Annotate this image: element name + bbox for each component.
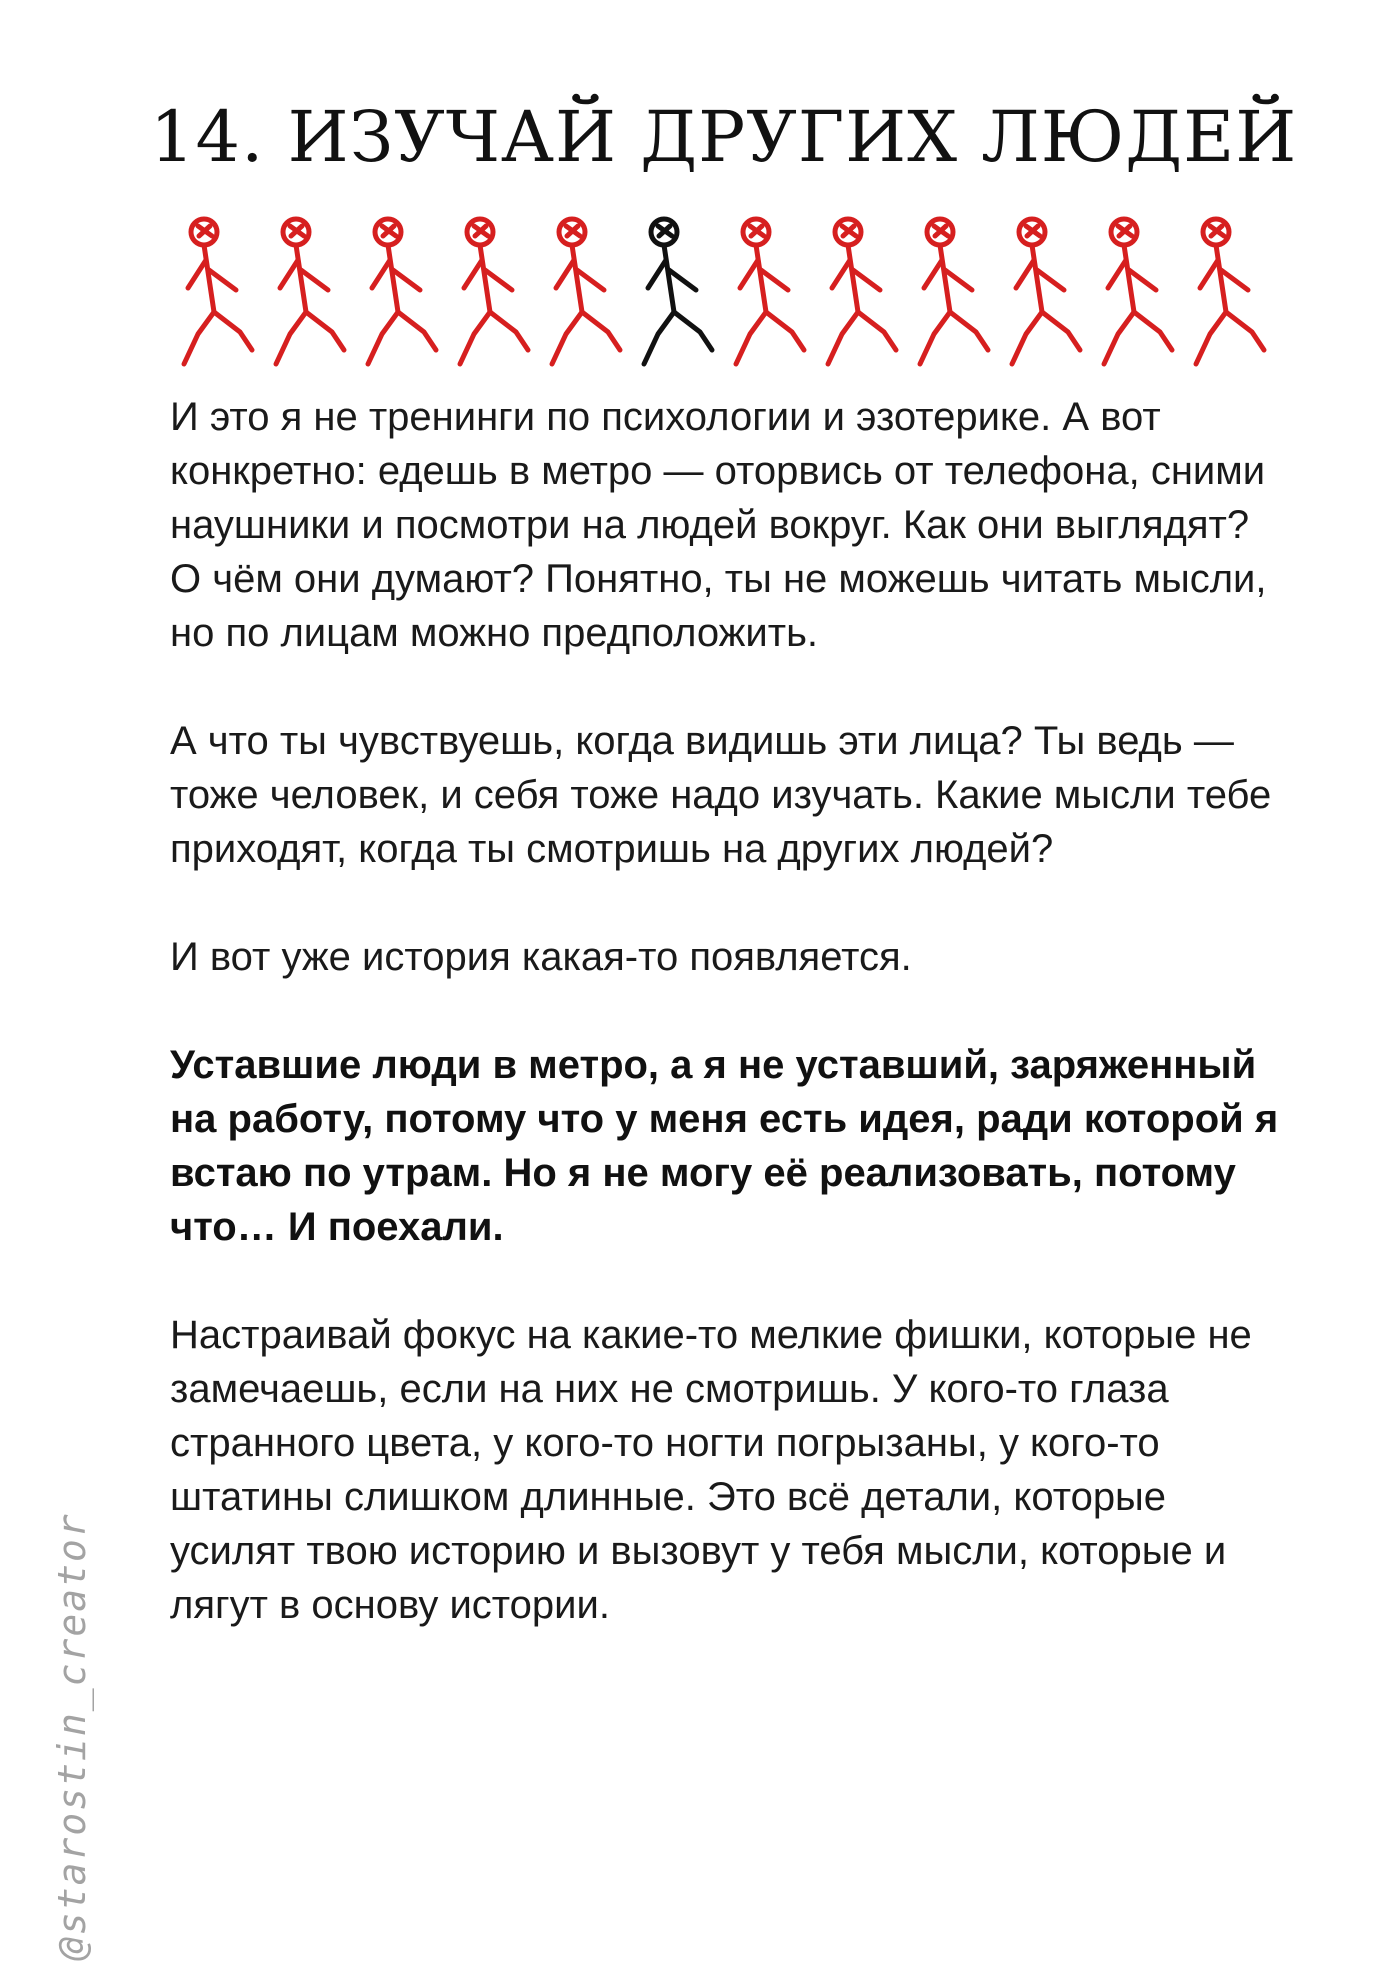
walking-people-illustration bbox=[160, 212, 1280, 372]
crowd-person-icon bbox=[276, 219, 344, 364]
crowd-person-icon bbox=[460, 219, 528, 364]
paragraph-4-bold: Уставшие люди в метро, а я не уставший, заряженный на работу, потому что у меня есть идея, ради которой я встаю по утрам. Но я не могу её реализовать, потому что… И поехали. bbox=[170, 1043, 1279, 1249]
page-title: 14. ИЗУЧАЙ ДРУГИХ ЛЮДЕЙ bbox=[150, 96, 1298, 178]
walking-people-svg bbox=[160, 212, 1280, 372]
highlighted-person-icon bbox=[644, 219, 712, 364]
crowd-person-icon bbox=[828, 219, 896, 364]
crowd-person-icon bbox=[1196, 219, 1264, 364]
crowd-person-icon bbox=[1104, 219, 1172, 364]
crowd-person-icon bbox=[920, 219, 988, 364]
article-body bbox=[170, 390, 1280, 1686]
crowd-person-icon bbox=[368, 219, 436, 364]
paragraph-5: Настраивай фокус на какие-то мелкие фишки, которые не замечаешь, если на них не смотришь. У кого-то глаза странного цвета, у кого-то ногти погрызаны, у кого-то штатины слишком длинные. Это всё детали, которые усилят твою историю и вызовут у тебя мысли, которые и лягут в основу истории. bbox=[170, 1313, 1252, 1627]
paragraph-1: И это я не тренинги по психологии и эзотерике. А вот конкретно: едешь в метро — оторвись от телефона, сними наушники и посмотри на людей вокруг. Как они выглядят? О чём они думают? Понятно, ты не можешь читать мысли, но по лицам можно предположить. bbox=[170, 395, 1267, 655]
author-watermark: @starostin_creator bbox=[50, 1512, 94, 1960]
crowd-person-icon bbox=[552, 219, 620, 364]
paragraph-3: И вот уже история какая-то появляется. bbox=[170, 935, 912, 979]
paragraph-2: А что ты чувствуешь, когда видишь эти лица? Ты ведь — тоже человек, и себя тоже надо изучать. Какие мысли тебе приходят, когда ты смотришь на других людей? bbox=[170, 719, 1272, 871]
crowd-person-icon bbox=[184, 219, 252, 364]
crowd-person-icon bbox=[736, 219, 804, 364]
crowd-person-icon bbox=[1012, 219, 1080, 364]
